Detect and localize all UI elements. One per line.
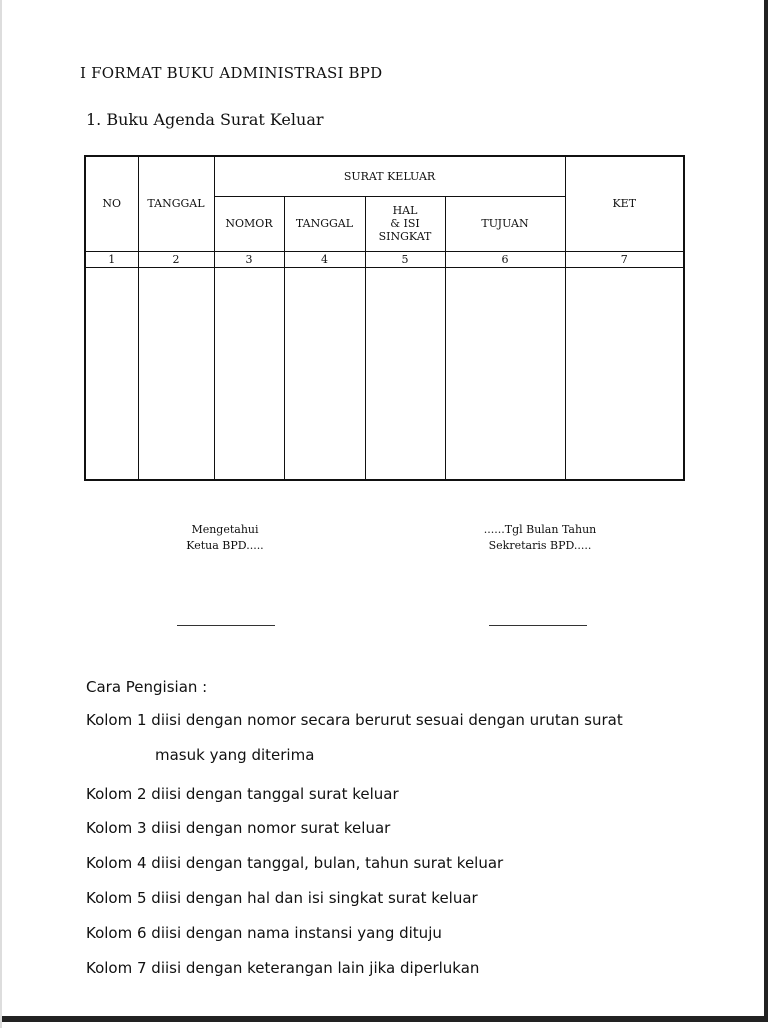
header-tanggal: TANGGAL bbox=[138, 156, 214, 251]
table-cell bbox=[214, 267, 284, 480]
column-number: 7 bbox=[565, 251, 684, 267]
header-surat-keluar: SURAT KELUAR bbox=[214, 156, 565, 196]
table-cell bbox=[138, 267, 214, 480]
header-hal-line1: HAL bbox=[392, 204, 418, 217]
instruction-item: Kolom 3 diisi dengan nomor surat keluar bbox=[86, 819, 391, 837]
table-cell bbox=[284, 267, 365, 480]
column-number: 5 bbox=[365, 251, 445, 267]
header-hal-line2: & ISI bbox=[390, 217, 420, 230]
signature-line-right bbox=[489, 625, 587, 626]
column-number: 6 bbox=[445, 251, 565, 267]
header-nomor: NOMOR bbox=[214, 196, 284, 251]
table-header-row bbox=[85, 156, 684, 196]
instruction-item: Kolom 7 diisi dengan keterangan lain jika diperlukan bbox=[86, 959, 480, 977]
instructions-title: Cara Pengisian : bbox=[86, 678, 208, 696]
header-hal bbox=[365, 196, 445, 251]
table-cell bbox=[565, 267, 684, 480]
signature-left-line2: Ketua BPD..... bbox=[186, 539, 264, 552]
signature-line-left bbox=[177, 625, 275, 626]
signature-left-line1: Mengetahui bbox=[191, 523, 259, 536]
column-number-row bbox=[85, 251, 684, 267]
document-heading: I FORMAT BUKU ADMINISTRASI BPD bbox=[80, 64, 383, 82]
column-number: 1 bbox=[85, 251, 138, 267]
header-no: NO bbox=[85, 156, 138, 251]
signature-left bbox=[160, 522, 290, 554]
signature-right-line1: ......Tgl Bulan Tahun bbox=[483, 523, 597, 536]
instruction-item: Kolom 2 diisi dengan tanggal surat keluar bbox=[86, 785, 399, 803]
column-number: 3 bbox=[214, 251, 284, 267]
signature-right-line2: Sekretaris BPD..... bbox=[488, 539, 592, 552]
header-ket: KET bbox=[565, 156, 684, 251]
column-number: 2 bbox=[138, 251, 214, 267]
table-cell bbox=[85, 267, 138, 480]
table-cell bbox=[445, 267, 565, 480]
agenda-table bbox=[84, 155, 685, 481]
signature-right bbox=[470, 522, 610, 554]
header-hal-line3: SINGKAT bbox=[378, 230, 432, 243]
section-title: 1. Buku Agenda Surat Keluar bbox=[86, 110, 324, 129]
page-edge bbox=[0, 0, 2, 1028]
header-tujuan: TUJUAN bbox=[445, 196, 565, 251]
instruction-item: Kolom 1 diisi dengan nomor secara berurut sesuai dengan urutan surat bbox=[86, 711, 623, 729]
table-body-row bbox=[85, 267, 684, 480]
instruction-item: Kolom 5 diisi dengan hal dan isi singkat surat keluar bbox=[86, 889, 478, 907]
table-cell bbox=[365, 267, 445, 480]
instruction-item-continuation: masuk yang diterima bbox=[155, 746, 315, 764]
header-tanggal-surat: TANGGAL bbox=[284, 196, 365, 251]
column-number: 4 bbox=[284, 251, 365, 267]
instruction-item: Kolom 4 diisi dengan tanggal, bulan, tahun surat keluar bbox=[86, 854, 504, 872]
instruction-item: Kolom 6 diisi dengan nama instansi yang dituju bbox=[86, 924, 442, 942]
